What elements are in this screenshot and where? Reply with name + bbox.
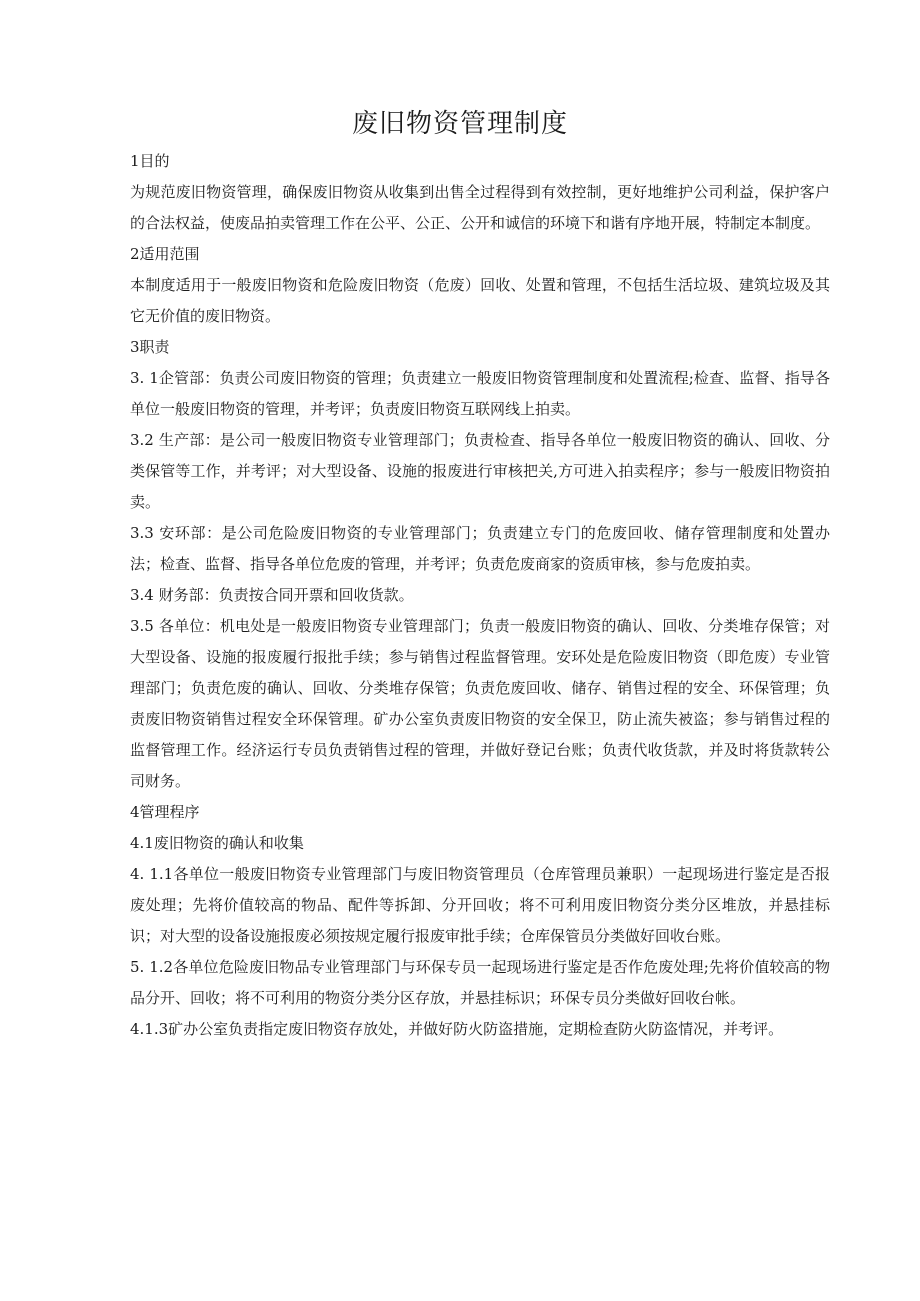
paragraph-3-2: 3.2 生产部：是公司一般废旧物资专业管理部门；负责检查、指导各单位一般废旧物资的确认、回收、分类保管等工作，并考评；对大型设备、设施的报废进行审核把关,方可进入拍卖程序；参与一般废旧物资拍卖。 — [130, 431, 830, 511]
document-title: 废旧物资管理制度 — [351, 109, 568, 139]
section-heading-procedure: 4管理程序 — [130, 803, 200, 821]
paragraph-4-1-2: 5. 1.2各单位危险废旧物品专业管理部门与环保专员一起现场进行鉴定是否作危废处理;先将价值较高的物品分开、回收；将不可利用的物资分类分区存放，并悬挂标识；环保专员分类做好回收台帐。 — [130, 958, 830, 1007]
paragraph-3-3: 3.3 安环部：是公司危险废旧物资的专业管理部门；负责建立专门的危废回收、储存管理制度和处置办法；检查、监督、指导各单位危废的管理，并考评；负责危废商家的资质审核，参与危废拍卖。 — [130, 524, 830, 573]
section-heading-purpose: 1目的 — [130, 152, 170, 170]
paragraph-4-1-3: 4.1.3矿办公室负责指定废旧物资存放处，并做好防火防盗措施，定期检查防火防盗情况，并考评。 — [130, 1020, 784, 1038]
paragraph-scope: 本制度适用于一般废旧物资和危险废旧物资（危废）回收、处置和管理，不包括生活垃圾、建筑垃圾及其它无价值的废旧物资。 — [130, 276, 830, 325]
document-body — [130, 146, 830, 1045]
section-heading-responsibilities: 3职责 — [130, 338, 170, 356]
subsection-heading-4-1: 4.1废旧物资的确认和收集 — [130, 834, 304, 852]
paragraph-3-5: 3.5 各单位：机电处是一般废旧物资专业管理部门；负责一般废旧物资的确认、回收、分类堆存保管；对大型设备、设施的报废履行报批手续；参与销售过程监督管理。安环处是危险废旧物资（即危废）专业管理部门；负责危废的确认、回收、分类堆存保管；负责危废回收、储存、销售过程的安全、环保管理；负责废旧物资销售过程安全环保管理。矿办公室负责废旧物资的安全保卫，防止流失被盗；参与销售过程的监督管理工作。经济运行专员负责销售过程的管理，并做好登记台账；负责代收货款，并及时将货款转公司财务。 — [130, 617, 830, 790]
paragraph-3-1: 3. 1企管部：负责公司废旧物资的管理；负责建立一般废旧物资管理制度和处置流程;检查、监督、指导各单位一般废旧物资的管理，并考评；负责废旧物资互联网线上拍卖。 — [130, 369, 830, 418]
paragraph-4-1-1: 4. 1.1各单位一般废旧物资专业管理部门与废旧物资管理员（仓库管理员兼职）一起现场进行鉴定是否报废处理；先将价值较高的物品、配件等拆卸、分开回收；将不可利用废旧物资分类分区堆放，并悬挂标识；对大型的设备设施报废必须按规定履行报废审批手续；仓库保管员分类做好回收台账。 — [130, 865, 830, 945]
paragraph-purpose: 为规范废旧物资管理，确保废旧物资从收集到出售全过程得到有效控制，更好地维护公司利益，保护客户的合法权益，使废品拍卖管理工作在公平、公正、公开和诚信的环境下和谐有序地开展，特制定本制度。 — [130, 183, 830, 232]
paragraph-3-4: 3.4 财务部：负责按合同开票和回收货款。 — [130, 586, 414, 604]
section-heading-scope: 2适用范围 — [130, 245, 200, 263]
